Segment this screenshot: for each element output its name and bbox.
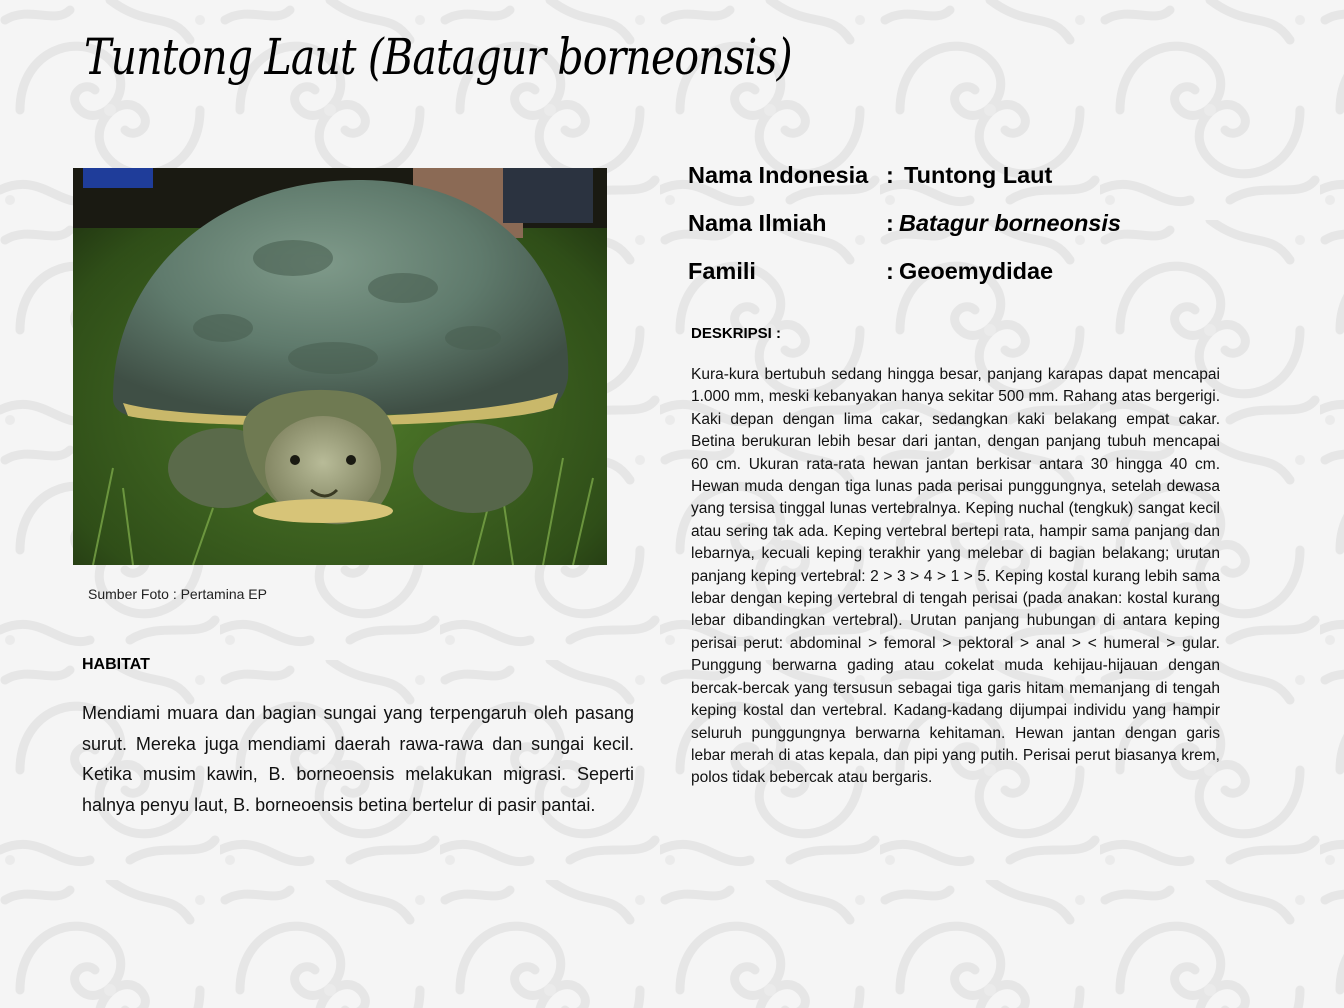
famili-value: Geoemydidae bbox=[899, 258, 1054, 284]
deskripsi-heading: DESKRIPSI : bbox=[691, 325, 782, 342]
nama-ilmiah-separator: : bbox=[886, 210, 894, 236]
nama-indonesia-separator: : bbox=[886, 162, 894, 188]
habitat-text: Mendiami muara dan bagian sungai yang terpengaruh oleh pasang surut. Mereka juga mendiami daerah rawa-rawa dan sungai kecil. Ketika musim kawin, B. borneoensis melakukan migrasi. Seperti halnya penyu laut, B. borneoensis betina bertelur di pasir pantai. bbox=[82, 703, 634, 815]
nama-ilmiah-label: Nama Ilmiah bbox=[688, 210, 827, 236]
deskripsi-text: Kura-kura bertubuh sedang hingga besar, panjang karapas dapat mencapai 1.000 mm, meski kebanyakan hanya sekitar 500 mm. Rahang atas bergerigi. Kaki depan dengan lima cakar, sedangkan kaki belakang empat cakar. Betina berukuran lebih besar dari jantan, dengan panjang tubuh mencapai 60 cm. Ukuran rata-rata hewan jantan berkisar antara 30 hingga 40 cm. Hewan muda dengan tiga lunas pada perisai punggungnya, setelah dewasa yang tersisa tinggal lunas vertebralnya. Keping nuchal (tengkuk) sangat kecil atau sering tak ada. Keping vertebral bertepi rata, hampir sama panjang dan lebarnya, kecuali keping terakhir yang melebar di bagian belakang; urutan panjang keping vertebral: 2 > 3 > 4 > 1 > 5. Keping kostal kurang lebih sama lebar dengan keping vertebral di tengah perisai (pada anakan: kostal kurang lebar dibandingkan vertebral). Urutan panjang hubungan di antara keping perisai perut: abdominal > femoral > pektoral > anal > < humeral > gular. Punggung berwarna gading atau cokelat muda kehijau-hijauan dengan bercak-bercak yang tersusun sebagai tiga garis hitam memanjang di tengah keping kostal dan vertebral. Kadang-kadang dijumpai individu yang hampir seluruh punggungnya berwarna kehitaman. Hewan jantan dengan garis lebar merah di atas kepala, dan pipi yang putih. Perisai perut biasanya krem, polos tidak bebercak atau bergaris. bbox=[691, 366, 1220, 787]
famili-separator: : bbox=[886, 258, 894, 284]
nama-indonesia-label: Nama Indonesia bbox=[688, 162, 869, 188]
habitat-heading: HABITAT bbox=[82, 656, 150, 673]
turtle-photo bbox=[73, 168, 607, 565]
page-title: Tuntong Laut (Batagur borneonsis) bbox=[84, 28, 792, 86]
nama-ilmiah-value: Batagur borneonsis bbox=[899, 210, 1121, 236]
nama-indonesia-value: Tuntong Laut bbox=[904, 162, 1053, 188]
photo-caption: Sumber Foto : Pertamina EP bbox=[88, 586, 267, 602]
famili-label: Famili bbox=[688, 258, 756, 284]
